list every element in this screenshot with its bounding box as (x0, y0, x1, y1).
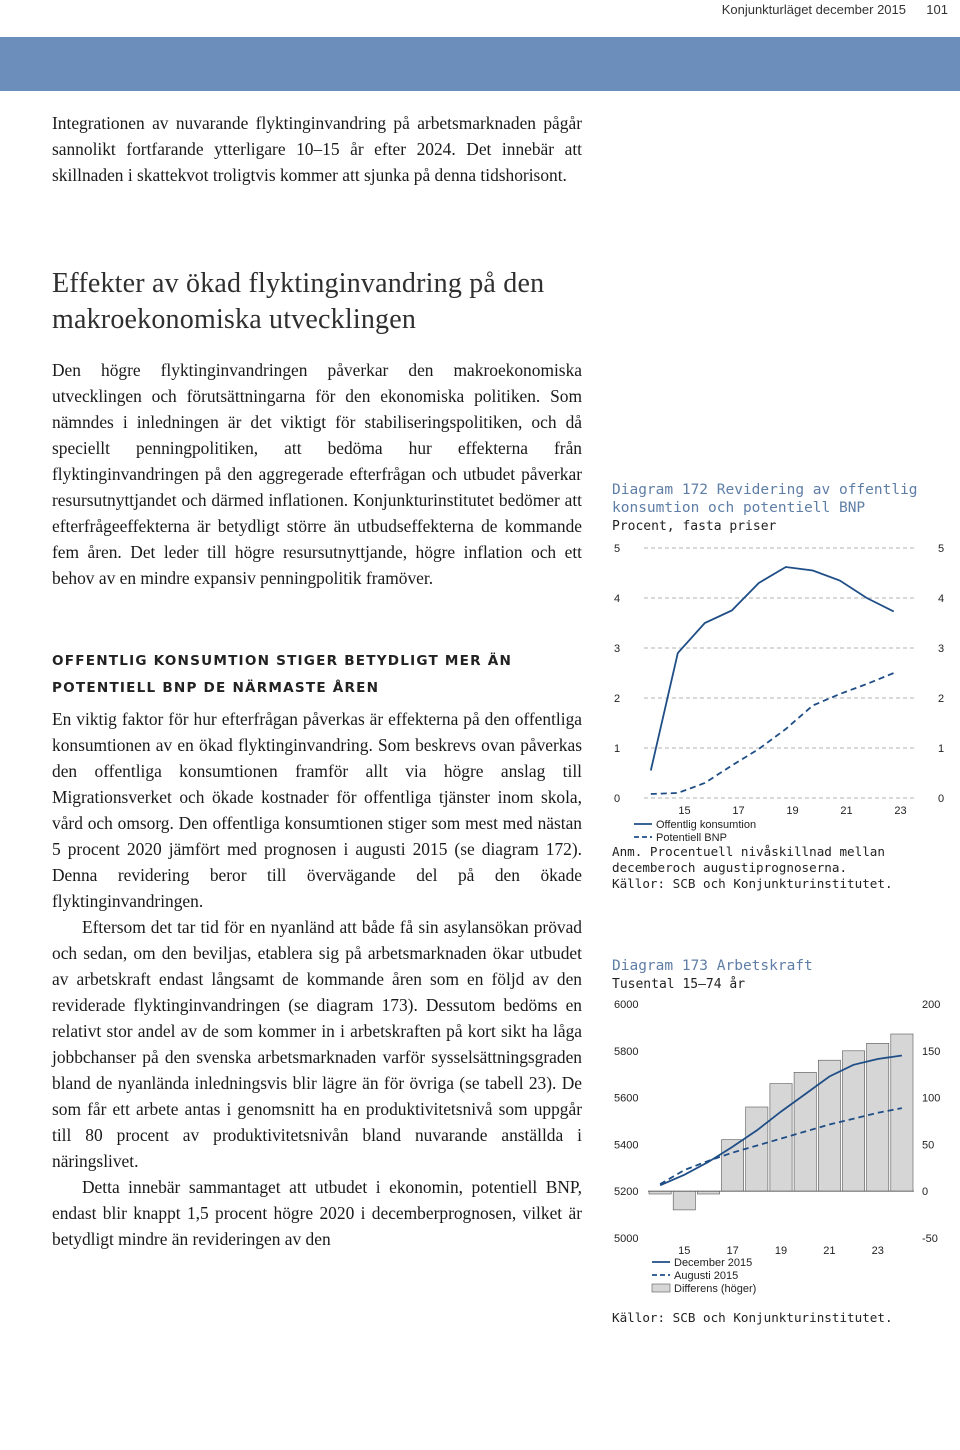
page-number: 101 (926, 2, 948, 17)
figure-source: Källor: SCB och Konjunkturinstitutet. (612, 876, 893, 891)
bar (746, 1107, 768, 1191)
paragraph: Detta innebär sammantaget att utbudet i ekonomin, potentiell BNP, endast blir knappt 1,5 procent högre 2020 i decemberprognosen, vilket är betydligt mindre än revideringen av den (52, 1177, 582, 1249)
y-tick-label-right: 2 (938, 693, 945, 705)
figure-subtitle: Procent, fasta priser (612, 519, 777, 534)
legend-label: Differens (höger) (674, 1283, 757, 1295)
y-tick-label-right: -50 (922, 1233, 938, 1245)
legend-swatch (652, 1284, 670, 1292)
x-tick-label: 19 (774, 1245, 788, 1257)
section-title: Effekter av ökad flyktinginvandring på den makroekonomiska utvecklingen (52, 268, 545, 335)
x-tick-label: 19 (786, 805, 799, 817)
y-tick-label-left: 5600 (614, 1092, 639, 1105)
x-tick-label: 15 (678, 1245, 691, 1257)
bar (697, 1191, 719, 1194)
bar (867, 1043, 889, 1191)
y-tick-label-left: 3 (614, 643, 621, 655)
figure-173 (612, 957, 952, 1326)
y-tick-label-left: 5400 (614, 1139, 639, 1152)
legend-label: December 2015 (674, 1257, 753, 1269)
line-chart (612, 534, 952, 844)
y-tick-label-right: 150 (922, 1045, 941, 1058)
y-tick-label-left: 6000 (614, 999, 639, 1011)
y-tick-label-right: 100 (922, 1092, 941, 1105)
x-tick-label: 21 (823, 1245, 836, 1257)
y-tick-label-right: 1 (938, 743, 945, 755)
y-tick-label-left: 1 (614, 743, 621, 755)
y-tick-label-right: 4 (938, 593, 945, 605)
y-tick-label-right: 200 (922, 999, 941, 1011)
y-tick-label-left: 2 (614, 693, 621, 705)
bar (891, 1034, 913, 1191)
y-tick-label-left: 5200 (614, 1186, 639, 1199)
figure-note: Anm. Procentuell nivåskillnad mellan decemberoch augustiprognoserna. (612, 844, 885, 875)
figure-172 (612, 481, 952, 892)
y-tick-label-right: 50 (922, 1139, 935, 1152)
bar (818, 1060, 840, 1191)
series-line-dashed (651, 673, 894, 794)
legend-label: Augusti 2015 (674, 1270, 739, 1282)
bar (649, 1191, 671, 1194)
y-tick-label-right: 3 (938, 643, 945, 655)
bar (673, 1191, 695, 1210)
subheading: OFFENTLIG KONSUMTION STIGER BETYDLIGT MER ÄN POTENTIELL BNP DE NÄRMASTE ÅREN (52, 653, 513, 696)
running-header (0, 0, 960, 16)
bar (843, 1051, 865, 1191)
y-tick-label-right: 0 (938, 793, 945, 805)
y-tick-label-left: 5800 (614, 1045, 639, 1058)
header-band (0, 37, 960, 91)
y-tick-label-right: 0 (922, 1186, 929, 1199)
legend-label: Potentiell BNP (656, 832, 727, 844)
bar (770, 1084, 792, 1192)
intro-paragraph: Integrationen av nuvarande flyktinginvandring på arbetsmarknaden pågår sannolikt fortfarande ytterligare 10–15 år efter 2024. Det innebär att skillnaden i skattekvot troligtvis kommer att sjunka på denna tidshorisont. (52, 113, 582, 185)
x-tick-label: 17 (732, 805, 745, 817)
paragraph: En viktig faktor för hur efterfrågan påverkas är effekterna på den offentliga konsumtionen av en ökad flyktinginvandring. Som beskrevs ovan påverkas den offentliga konsumtionen framför allt via högre anslag till Migrationsverket och ökade kostnader för offentliga tjänster inom skola, vård och omsorg. Den offentliga konsumtionen stiger som mest med nästan 5 procent 2020 jämfört med prognosen i augusti 2015 (se diagram 172). Denna revidering beror till övervägande del på den ökade flyktinginvandringen. (52, 709, 582, 911)
running-title: Konjunkturläget december 2015 (721, 2, 906, 17)
y-tick-label-left: 4 (614, 593, 621, 605)
paragraph: Eftersom det tar tid för en nyanländ att både få sin asylansökan prövad och sedan, om den beviljas, etablera sig på arbetsmarknaden ökar utbudet av arbetskraft endast långsamt de kommande åren som en följd av den reviderade flyktinginvandringen (se diagram 173). Dessutom bedöms en relativt stor andel av de som kommer in i arbetskraften på kort sikt ha låga jobbchanser på den svenska arbetsmarknaden varför sysselsättningsgraden bland de nyanlända inledningsvis blir lägre än för övriga (se tabell 23). De som får ett arbete antas i genomsnitt ha en produktivitetsnivå som uppgår till 80 procent av produktivitetsnivån bland nuvarande anställda i näringslivet. (52, 917, 582, 1171)
y-tick-label-left: 0 (614, 793, 621, 805)
x-tick-label: 23 (894, 805, 907, 817)
x-tick-label: 15 (678, 805, 691, 817)
y-tick-label-right: 5 (938, 543, 945, 555)
section-paragraph: Den högre flyktinginvandringen påverkar den makroekonomiska utvecklingen och förutsättningarna för den ekonomiska politiken. Som nämndes i inledningen är det viktigt för stabiliseringspolitiken, och då speciellt penningpolitiken, att bedöma hur effekterna från flyktinginvandringen på den aggregerade efterfrågan och utbudet påverkar resursutnyttjandet och därmed inflationen. Konjunkturinstitutet bedömer att efterfrågeeffekterna är betydligt större än utbudseffekterna de kommande fem åren. Det leder till högre resursutnyttjande, högre inflation och ett behov av en mindre expansiv penningpolitik framöver. (52, 360, 582, 588)
x-tick-label: 17 (726, 1245, 739, 1257)
subsection-body (52, 706, 582, 1252)
y-tick-label-left: 5000 (614, 1233, 639, 1245)
legend-label: Offentlig konsumtion (656, 819, 757, 831)
figure-subtitle: Tusental 15–74 år (612, 977, 746, 992)
x-tick-label: 23 (871, 1245, 884, 1257)
figure-source: Källor: SCB och Konjunkturinstitutet. (612, 1310, 893, 1325)
bar-line-chart (612, 992, 952, 1310)
figure-title: Diagram 172 Revidering av offentlig konsumtion och potentiell BNP (612, 482, 918, 516)
x-tick-label: 21 (840, 805, 853, 817)
y-tick-label-left: 5 (614, 543, 621, 555)
figure-title: Diagram 173 Arbetskraft (612, 958, 813, 974)
